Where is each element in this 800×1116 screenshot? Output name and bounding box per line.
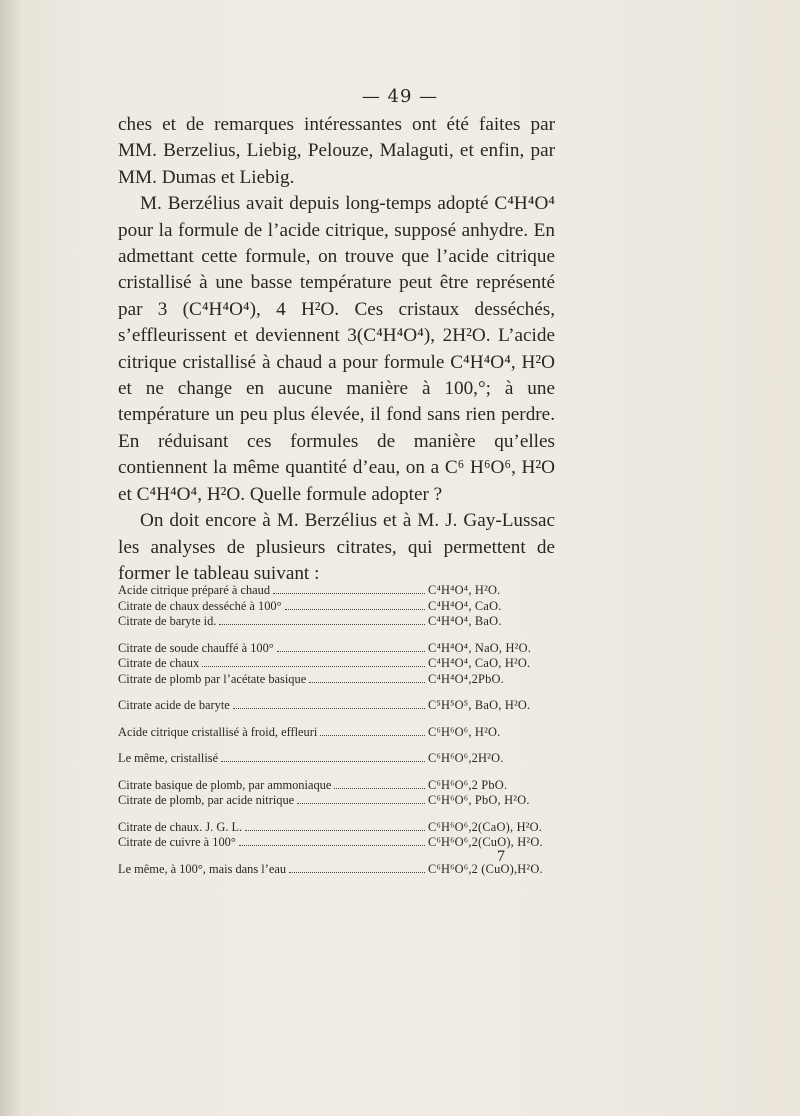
leader-dots bbox=[239, 835, 425, 846]
body-text bbox=[118, 112, 555, 587]
row-formula: C⁴H⁴O⁴,2PbO. bbox=[428, 671, 504, 686]
table-row bbox=[118, 778, 548, 794]
spine-shadow bbox=[0, 0, 22, 1116]
row-formula: C⁵H⁵O⁵, BaO, H²O. bbox=[428, 698, 531, 712]
row-label: Citrate de chaux. J. G. L. bbox=[118, 819, 243, 834]
table-row bbox=[118, 599, 548, 615]
row-label: Citrate de chaux desséché à 100° bbox=[118, 598, 282, 613]
row-label: Le même, cristallisé bbox=[118, 751, 219, 765]
row-formula: C⁶H⁶O⁶,2H²O. bbox=[428, 751, 504, 765]
table-row bbox=[118, 614, 548, 630]
table-row bbox=[118, 793, 548, 809]
table-row bbox=[118, 656, 548, 672]
row-label: Citrate de chaux bbox=[118, 656, 200, 670]
leader-dots bbox=[289, 862, 425, 873]
leader-dots bbox=[297, 793, 425, 804]
row-label: Citrate de plomb, par acide nitrique bbox=[118, 793, 295, 807]
row-label: Acide citrique préparé à chaud bbox=[118, 583, 271, 597]
row-label: Citrate de cuivre à 100° bbox=[118, 835, 236, 849]
page-number: — 49 — bbox=[361, 86, 439, 107]
row-label: Citrate basique de plomb, par ammoniaque bbox=[118, 777, 332, 792]
row-formula: C⁴H⁴O⁴, CaO. bbox=[428, 598, 502, 613]
row-label: Citrate de plomb par l’acétate basique bbox=[118, 671, 307, 686]
leader-dots bbox=[309, 672, 425, 683]
table-row bbox=[118, 835, 548, 851]
row-formula: C⁶H⁶O⁶,2 PbO. bbox=[428, 777, 508, 792]
row-formula: C⁶H⁶O⁶,2(CaO), H²O. bbox=[428, 819, 543, 834]
table-row bbox=[118, 672, 548, 688]
row-formula: C⁴H⁴O⁴, CaO, H²O. bbox=[428, 656, 531, 670]
row-formula: C⁶H⁶O⁶, PbO, H²O. bbox=[428, 793, 530, 807]
leader-dots bbox=[285, 599, 425, 610]
paragraph: M. Berzélius avait depuis long-temps adopté C⁴H⁴O⁴ pour la formule de l’acide citrique, supposé anhydre. En admettant cette formule, on trouve que l’acide citrique cristallisé à une basse température peut être représenté par 3 (C⁴H⁴O⁴), 4 H²O. Ces cristaux desséchés, s’effleurissent et deviennent 3(C⁴H⁴O⁴), 2H²O. L’acide citrique cristallisé à chaud a pour formule C⁴H⁴O⁴, H²O et ne change en aucune manière à 100,°; à une température un peu plus élevée, il fond sans rien perdre. En réduisant ces formules de manière qu’elles contiennent la même quantité d’eau, on a C⁶ H⁶O⁶, H²O et C⁴H⁴O⁴, H²O. Quelle formule adopter ? bbox=[118, 193, 555, 505]
row-formula: C⁴H⁴O⁴, NaO, H²O. bbox=[428, 640, 532, 655]
citrates-table bbox=[118, 583, 548, 877]
row-formula: C⁴H⁴O⁴, BaO. bbox=[428, 614, 502, 628]
table-row bbox=[118, 820, 548, 836]
leader-dots bbox=[202, 656, 425, 667]
table-row bbox=[118, 698, 548, 714]
row-label: Citrate de baryte id. bbox=[118, 614, 217, 628]
row-label: Citrate acide de baryte bbox=[118, 698, 230, 712]
row-label: Citrate de soude chauffé à 100° bbox=[118, 640, 274, 655]
leader-dots bbox=[245, 820, 425, 831]
leader-dots bbox=[233, 698, 425, 709]
leader-dots bbox=[334, 778, 425, 789]
leader-dots bbox=[277, 641, 425, 652]
table-row bbox=[118, 641, 548, 657]
leader-dots bbox=[320, 725, 425, 736]
table-row bbox=[118, 862, 548, 878]
row-formula: C⁶H⁶O⁶, H²O. bbox=[428, 724, 501, 739]
table-row bbox=[118, 725, 548, 741]
table-row bbox=[118, 583, 548, 599]
row-formula: C⁶H⁶O⁶,2 (CuO),H²O. bbox=[428, 861, 543, 876]
leader-dots bbox=[221, 751, 425, 762]
paragraph: On doit encore à M. Berzélius et à M. J. Gay-Lussac les analyses de plusieurs citrates, qui permettent de former le tableau suivant : bbox=[118, 510, 555, 584]
leader-dots bbox=[219, 614, 425, 625]
paragraph: ches et de remarques intéressantes ont été faites par MM. Berzelius, Liebig, Pelouze, Malaguti, et enfin, par MM. Dumas et Liebig. bbox=[118, 114, 555, 188]
row-formula: C⁶H⁶O⁶,2(CuO), H²O. bbox=[428, 835, 543, 849]
signature-mark: 7 bbox=[497, 848, 505, 865]
row-formula: C⁴H⁴O⁴, H²O. bbox=[428, 583, 501, 597]
table-row bbox=[118, 751, 548, 767]
leader-dots bbox=[273, 583, 425, 594]
row-label: Le même, à 100°, mais dans l’eau bbox=[118, 861, 287, 876]
row-label: Acide citrique cristallisé à froid, effleuri bbox=[118, 724, 318, 739]
